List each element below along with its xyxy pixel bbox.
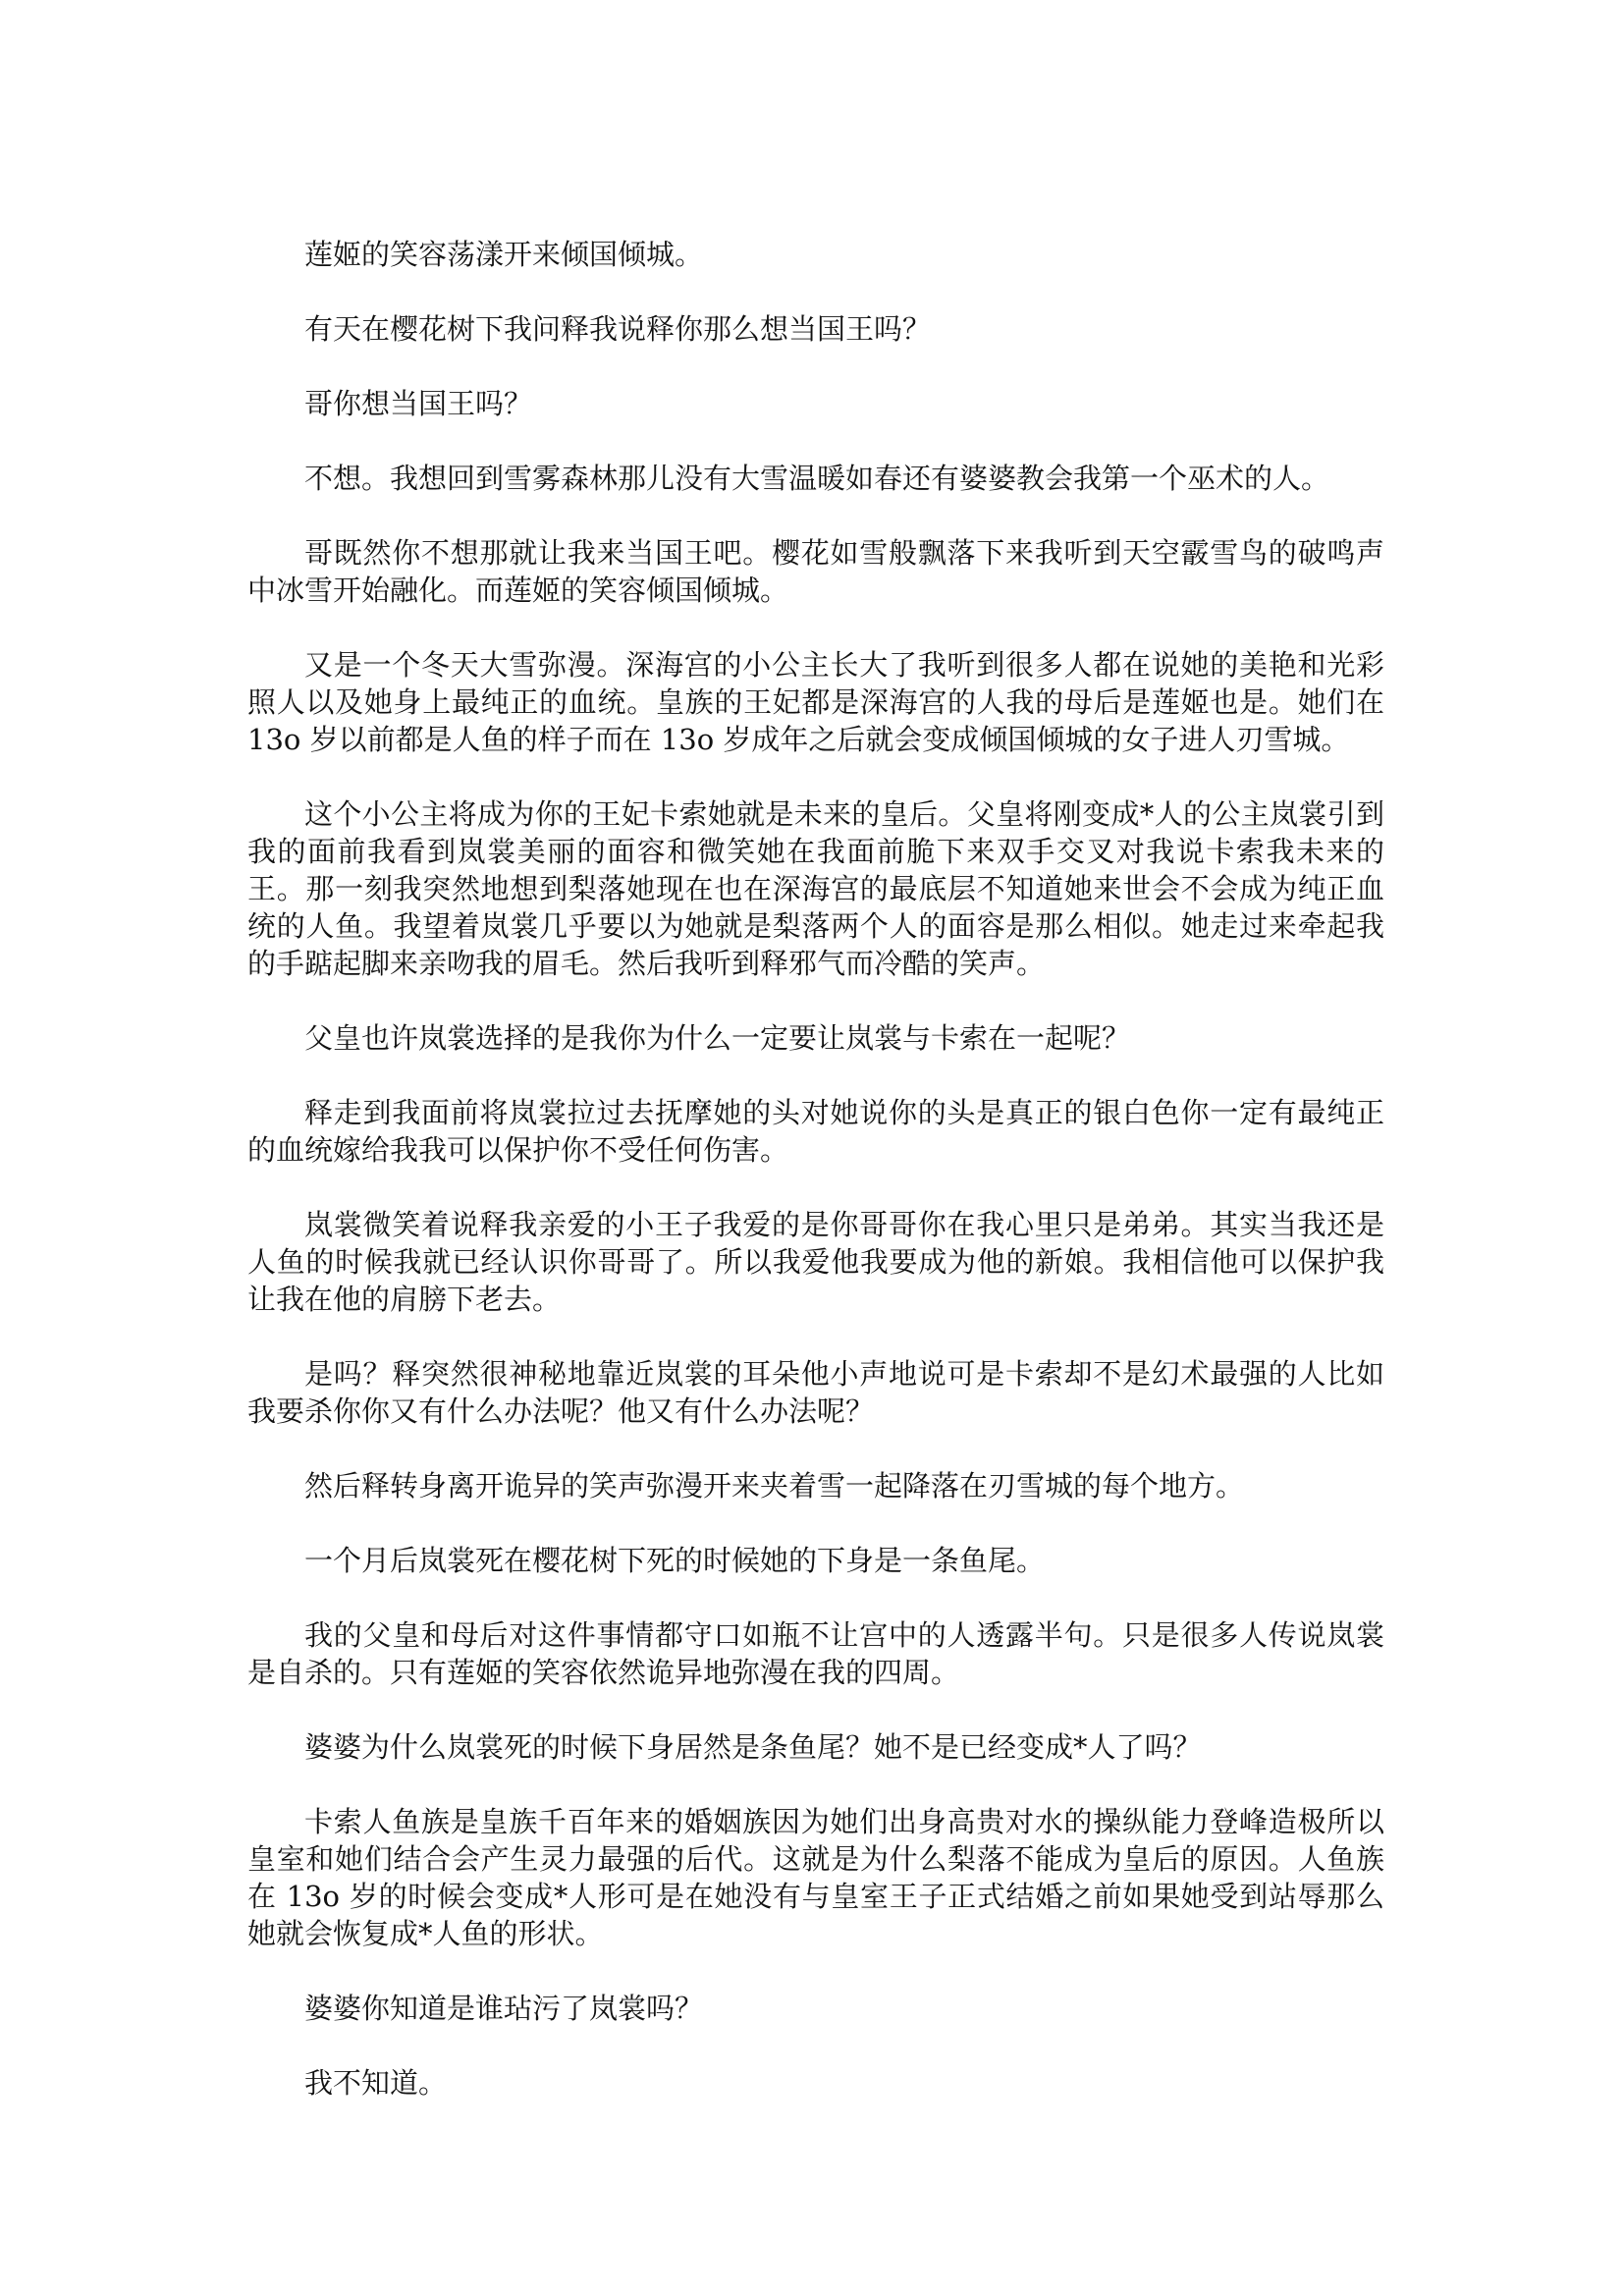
- paragraph: 父皇也许岚裳选择的是我你为什么一定要让岚裳与卡索在一起呢？: [304, 1021, 1131, 1055]
- paragraph: 岚裳微笑着说释我亲爱的小王子我爱的是你哥哥你在我心里只是弟弟。其实当我还是人鱼的时候我就已经认识你哥哥了。所以我爱他我要成为他的新娘。我相信他可以保护我让我在他的肩膀下老去。: [247, 1208, 1384, 1316]
- paragraph: 婆婆你知道是谁玷污了岚裳吗？: [304, 1992, 704, 2025]
- paragraph: 又是一个冬天大雪弥漫。深海宫的小公主长大了我听到很多人都在说她的美艳和光彩照人以及她身上最纯正的血统。皇族的王妃都是深海宫的人我的母后是莲姬也是。她们在 13o 岁以前都是人鱼的样子而在 13o 岁成年之后就会变成倾国倾城的女子进人刃雪城。: [247, 648, 1384, 756]
- paragraph: 莲姬的笑容荡漾开来倾国倾城。: [304, 238, 704, 271]
- paragraph: 我不知道。: [304, 2066, 448, 2100]
- paragraph: 释走到我面前将岚裳拉过去抚摩她的头对她说你的头是真正的银白色你一定有最纯正的血统嫁给我我可以保护你不受任何伤害。: [247, 1096, 1384, 1167]
- paragraph: 婆婆为什么岚裳死的时候下身居然是条鱼尾？她不是已经变成*人了吗？: [304, 1730, 1202, 1764]
- paragraph: 哥你想当国王吗？: [304, 387, 533, 420]
- paragraph: 是吗？释突然很神秘地靠近岚裳的耳朵他小声地说可是卡索却不是幻术最强的人比如我要杀你你又有什么办法呢？他又有什么办法呢？: [247, 1357, 1384, 1428]
- paragraph: 一个月后岚裳死在樱花树下死的时候她的下身是一条鱼尾。: [304, 1544, 1046, 1577]
- paragraph: 哥既然你不想那就让我来当国王吧。樱花如雪般飘落下来我听到天空霰雪鸟的破鸣声中冰雪开始融化。而莲姬的笑容倾国倾城。: [247, 536, 1384, 607]
- paragraph: 卡索人鱼族是皇族千百年来的婚姻族因为她们出身高贵对水的操纵能力登峰造极所以皇室和她们结合会产生灵力最强的后代。这就是为什么梨落不能成为皇后的原因。人鱼族在 13o 岁的时候会变成*人形可是在她没有与皇室王子正式结婚之前如果她受到站辱那么她就会恢复成*人鱼的形状。: [247, 1805, 1384, 1950]
- paragraph: 有天在樱花树下我问释我说释你那么想当国王吗？: [304, 312, 932, 346]
- document-page: [247, 236, 1384, 2139]
- paragraph: 然后释转身离开诡异的笑声弥漫开来夹着雪一起降落在刃雪城的每个地方。: [304, 1469, 1245, 1503]
- paragraph: 不想。我想回到雪雾森林那儿没有大雪温暖如春还有婆婆教会我第一个巫术的人。: [304, 462, 1330, 495]
- paragraph: 我的父皇和母后对这件事情都守口如瓶不让宫中的人透露半句。只是很多人传说岚裳是自杀的。只有莲姬的笑容依然诡异地弥漫在我的四周。: [247, 1618, 1384, 1689]
- paragraph: 这个小公主将成为你的王妃卡索她就是未来的皇后。父皇将刚变成*人的公主岚裳引到我的面前我看到岚裳美丽的面容和微笑她在我面前脆下来双手交叉对我说卡索我未来的王。那一刻我突然地想到梨落她现在也在深海宫的最底层不知道她来世会不会成为纯正血统的人鱼。我望着岚裳几乎要以为她就是梨落两个人的面容是那么相似。她走过来牵起我的手踮起脚来亲吻我的眉毛。然后我听到释邪气而冷酷的笑声。: [247, 797, 1384, 980]
